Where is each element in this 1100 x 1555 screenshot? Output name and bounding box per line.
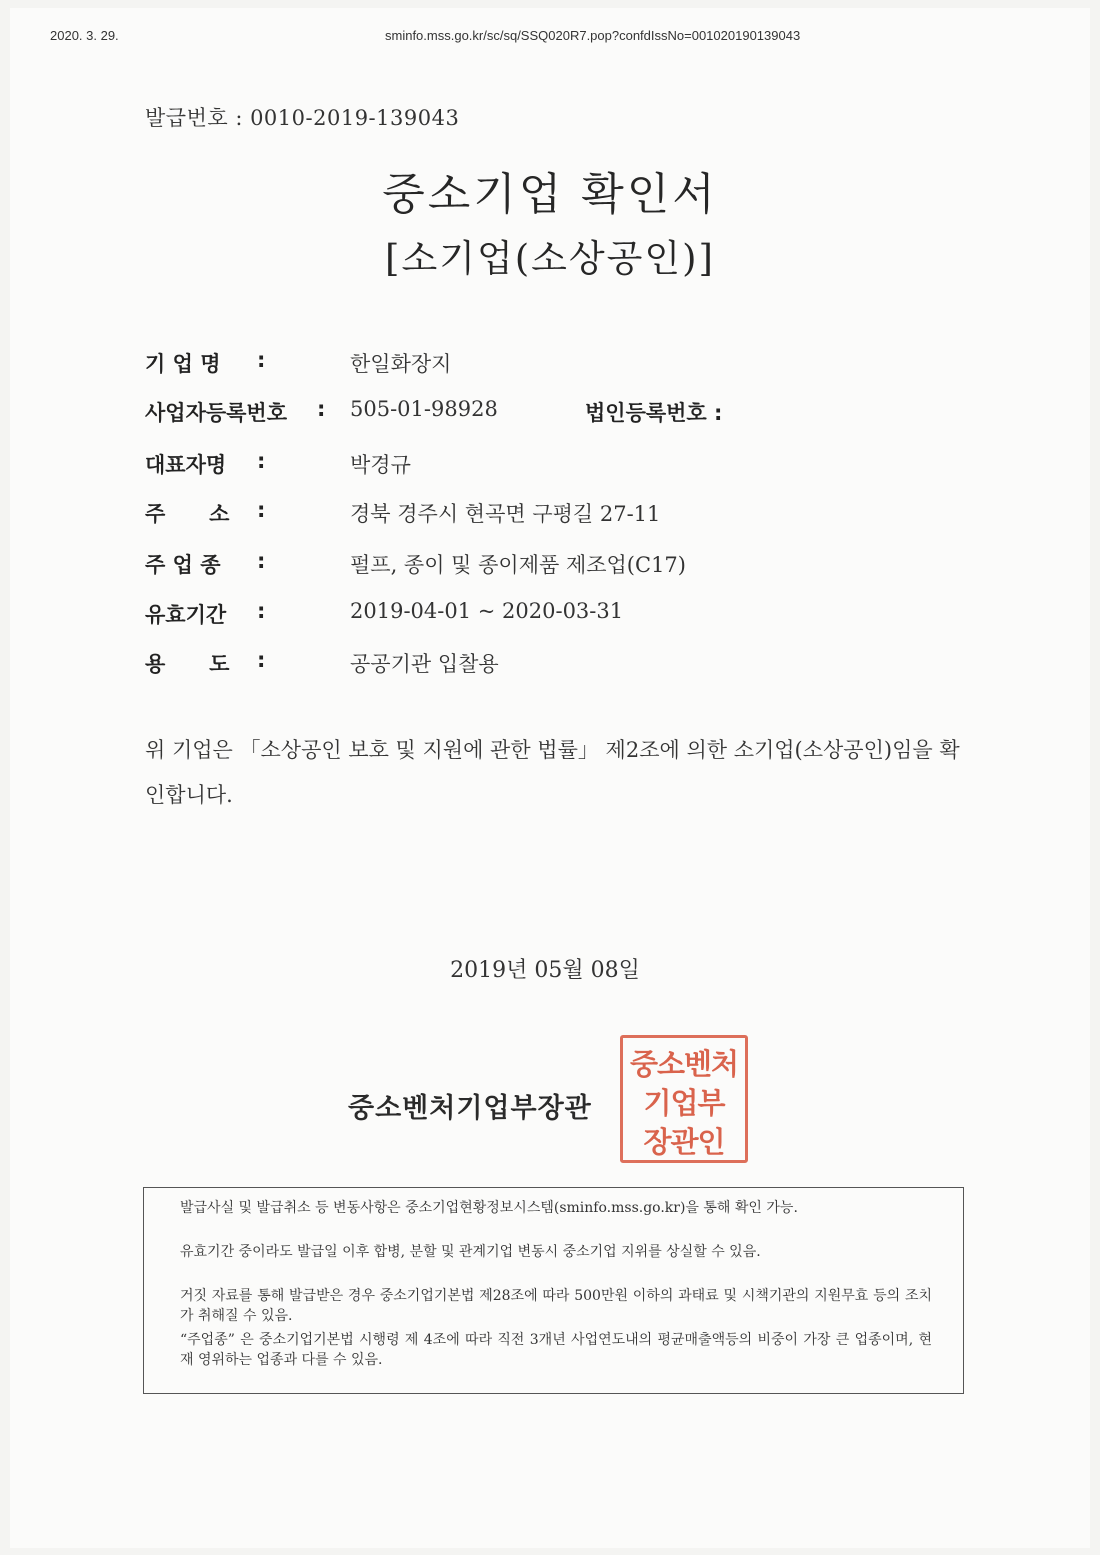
notice-item: 발급사실 및 발급취소 등 변동사항은 중소기업현황정보시스템(sminfo.mss.go.kr)을 통해 확인 가능.	[180, 1200, 798, 1216]
seal-text-row: 장관인	[643, 1125, 725, 1159]
field-value: 한일화장지	[350, 352, 452, 376]
seal-text-row: 기업부	[643, 1086, 725, 1120]
notice-item: 유효기간 중이라도 발급일 이후 합병, 분할 및 관계기업 변동시 중소기업 지위를 상실할 수 있음.	[180, 1244, 761, 1260]
field-value: 공공기관 입찰용	[350, 652, 499, 676]
seal-text-row: 중소벤처	[629, 1047, 739, 1081]
issue-date: 2019년 05월 08일	[450, 958, 640, 983]
field-colon: :	[257, 498, 266, 522]
field-value: 펄프, 종이 및 종이제품 제조업(C17)	[350, 553, 686, 577]
field-colon: :	[257, 348, 266, 372]
field-address	[145, 498, 845, 530]
field-value: 2019-04-01 ~ 2020-03-31	[350, 599, 624, 623]
notice-item: “주업종” 은 중소기업기본법 시행령 제 4조에 따라 직전 3개년 사업연도내의 평균매출액등의 비중이 가장 큰 업종이며, 현재 영위하는 업종과 다를 수 있음.	[180, 1332, 932, 1368]
field-company-name	[145, 348, 845, 380]
field-business-reg-no	[145, 397, 845, 429]
issuer-name: 중소벤처기업부장관	[348, 1093, 592, 1124]
field-label: 주 소	[145, 502, 230, 526]
field-colon: :	[257, 549, 266, 573]
issue-number: 발급번호 : 0010-2019-139043	[145, 106, 460, 130]
field-purpose	[145, 648, 845, 680]
document-title: 중소기업 확인서	[382, 169, 718, 220]
document-subtitle: [소기업(소상공인)]	[385, 237, 715, 280]
field-value: 경북 경주시 현곡면 구평길 27-11	[350, 502, 661, 526]
field-label: 유효기간	[145, 603, 227, 627]
notice-box	[143, 1187, 964, 1394]
print-url: sminfo.mss.go.kr/sc/sq/SSQ020R7.pop?confdIssNo=001020190139043	[385, 28, 801, 43]
field-label: 주 업 종	[145, 553, 221, 577]
field-label: 용 도	[145, 652, 230, 676]
field-label: 대표자명	[145, 453, 227, 477]
field-representative	[145, 449, 845, 481]
official-seal	[620, 1035, 748, 1163]
notice-item: 거짓 자료를 통해 발급받은 경우 중소기업기본법 제28조에 따라 500만원 이하의 과태료 및 시책기관의 지원무효 등의 조치가 취해질 수 있음.	[180, 1288, 932, 1324]
field-value: 박경규	[350, 453, 411, 477]
field-colon: :	[257, 648, 266, 672]
field-main-industry	[145, 549, 845, 581]
field-colon: :	[257, 449, 266, 473]
field-value: 505-01-98928	[350, 397, 498, 421]
field-colon: :	[317, 397, 326, 421]
print-date: 2020. 3. 29.	[50, 28, 119, 43]
field-label: 기 업 명	[145, 352, 221, 376]
field-colon: :	[257, 599, 266, 623]
confirmation-text: 위 기업은 「소상공인 보호 및 지원에 관한 법률」 제2조에 의한 소기업(소상공인)임을 확인합니다.	[145, 738, 960, 807]
corp-reg-no-label: 법인등록번호 :	[585, 401, 723, 425]
field-validity-period	[145, 599, 845, 631]
field-label: 사업자등록번호	[145, 401, 288, 425]
